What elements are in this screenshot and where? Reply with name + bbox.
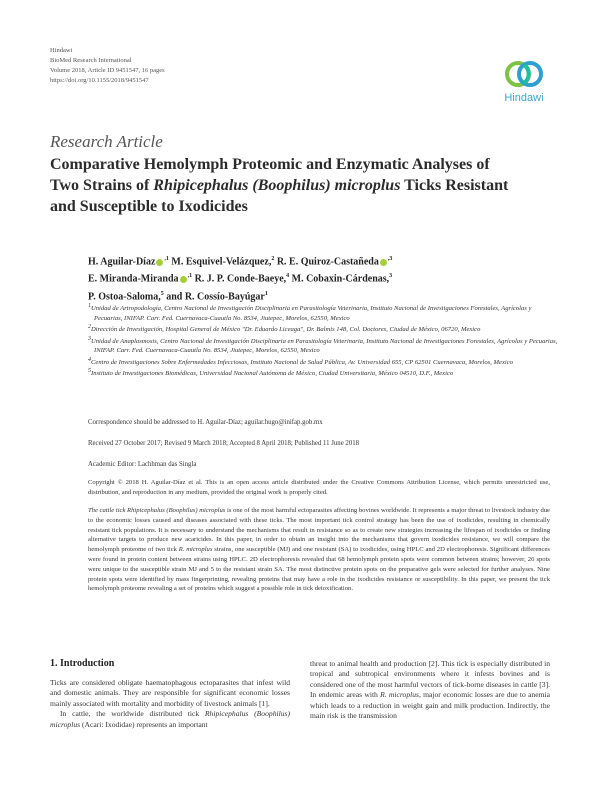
abstract-species: R. microplus bbox=[178, 546, 213, 554]
left-column bbox=[50, 678, 290, 730]
affiliations bbox=[88, 302, 558, 379]
author[interactable]: R. E. Quiroz-Castañeda bbox=[274, 256, 379, 268]
paper-title bbox=[50, 154, 520, 217]
journal-name: BioMed Research International bbox=[50, 57, 132, 64]
affil-text: Instituto de Investigaciones Biomédicas, Universidad Nacional Autónoma de México, Ciudad Universitaria, México 04510, D.F., Mexico bbox=[91, 370, 454, 378]
affiliation-1 bbox=[88, 302, 558, 323]
affil-num: 5 bbox=[88, 368, 91, 375]
intro-paragraph-2 bbox=[50, 709, 290, 730]
journal-meta bbox=[50, 46, 165, 86]
species-name: Rhipicephalus (Boophilus) microplus bbox=[50, 709, 290, 729]
abstract-body-2: strains, one susceptible (MJ) and one resistant (SA) to ixodicides, using HPLC and 2D electrophoresis. Significant differences were found in protein content between strains using HPLC. 2D electrophoresis revealed that 68 hemolymph protein spots were common between strains; however, 26 spots were unique to the susceptible strain MJ and 5 to the resistant strain SA. The most distinctive protein spots on the preparative gels were selected for further analyses. Nine protein spots were identified by mass fingerprinting, revealing proteins that may have a role in the ixodicides resistance or susceptibility. In this paper, we present the tick hemolymph proteome revealing a set of proteins which suggest a possible role in tick detoxification. bbox=[88, 546, 550, 593]
text-span: threat to animal health and production [2]. This tick is especially distributed in tropical and subtropical environments where it infests bovines and is considered one of the most harmful vectors of tick-borne diseases in cattle [3]. In endemic areas with bbox=[310, 659, 550, 700]
affil-sup: ,1 bbox=[187, 273, 193, 280]
author[interactable]: H. Aguilar-Díaz bbox=[88, 256, 156, 268]
author[interactable]: M. Cobaxin-Cárdenas, bbox=[289, 273, 390, 285]
affil-num: 1 bbox=[88, 303, 91, 309]
publisher-name: Hindawi bbox=[50, 47, 73, 54]
copyright-notice: Copyright © 2018 H. Aguilar-Díaz et al. This is an open access article distributed under the Creative Commons Attribution License, which permits unrestricted use, distribution, and reproduction in any medium, provided the original work is properly cited. bbox=[88, 479, 550, 496]
affiliation-2 bbox=[88, 323, 558, 335]
title-part-2: Ticks Resistant and Susceptible to Ixodicides bbox=[50, 177, 509, 215]
affil-sup: 1 bbox=[264, 290, 268, 297]
affil-text: Centro de Investigaciones Sobre Enfermedades Infecciosas, Instituto Nacional de Salud Pública, Av. Universidad 655, CP 62501 Cuernavaca, Morelos, Mexico bbox=[91, 358, 513, 366]
author-line-1 bbox=[88, 252, 528, 269]
dates-line: Received 27 October 2017; Revised 9 March 2018; Accepted 8 April 2018; Published 11 June 2018 bbox=[88, 440, 360, 447]
affil-sup: ,1 bbox=[164, 256, 169, 262]
affil-num: 2 bbox=[88, 324, 91, 330]
abstract-body-1: is one of the most harmful ectoparasites affecting bovines worldwide. It represents a major threat to livestock industry due to the economic losses caused and diseases associated with these ticks. The most important tick control strategy has been the use of ixodicides, resulting in chemically resistant tick populations. It is necessary to understand the mechanisms that result in resistance so as to create new strategies increasing the lifespan of ixodicides or finding alternative targets to produce new acaricides. In this paper, in order to obtain an insight into the mechanisms that govern ixodicides resistance, we will compare the hemolymph proteome of two tick bbox=[88, 507, 550, 554]
academic-editor: Academic Editor: Lachhman das Singla bbox=[88, 461, 197, 468]
abstract-lead: The cattle tick Rhipicephalus (Boophilus) microplus bbox=[88, 507, 226, 514]
affil-sup: 2 bbox=[271, 256, 275, 262]
affil-num: 3 bbox=[88, 335, 91, 342]
affil-text: Unidad de Artropodología, Centro Nacional de Investigación Disciplinaria en Parasitología Veterinaria, Instituto Nacional de Investigaciones Forestales, Agrícolas y Pecuarias, INIFAP. Carr. Fed. Cuernavaca-Cuautla No. 8534, Jiutepec, Morelos, 62550, Mexico bbox=[91, 305, 532, 322]
species-name: R. microplus bbox=[380, 690, 419, 700]
author[interactable]: P. Ostoa-Saloma, bbox=[88, 290, 161, 302]
right-column bbox=[310, 659, 550, 721]
author[interactable]: R. J. P. Conde-Baeye, bbox=[192, 273, 287, 285]
affiliation-3 bbox=[88, 335, 558, 356]
affil-sup: ,3 bbox=[387, 256, 393, 262]
text-span: (Acari: Ixodidae) represents an important bbox=[80, 719, 208, 729]
article-type: Research Article bbox=[50, 132, 163, 151]
affiliation-4 bbox=[88, 356, 558, 368]
affil-sup: 4 bbox=[286, 273, 290, 280]
text-span: In cattle, the worldwide distributed tick bbox=[60, 709, 205, 719]
logo-wordmark: Hindawi bbox=[504, 92, 544, 104]
intro-paragraph-continued bbox=[310, 659, 550, 721]
orcid-icon[interactable] bbox=[180, 276, 187, 283]
intro-paragraph-1: Ticks are considered obligate haematophagous ectoparasites that infest wild and domestic animals. They are responsible for significant economic losses mainly associated with mortality and morbidity of livestock animals [1]. bbox=[50, 678, 290, 708]
author[interactable]: and R. Cossío-Bayúgar bbox=[163, 290, 265, 302]
affil-sup: 3 bbox=[389, 273, 393, 280]
section-heading-introduction: 1. Introduction bbox=[50, 658, 115, 669]
affil-num: 4 bbox=[88, 356, 91, 363]
doi-link[interactable]: https://doi.org/10.1155/2018/9451547 bbox=[50, 77, 149, 84]
title-part-1: Comparative Hemolymph Proteomic and Enzymatic Analyses of Two Strains of bbox=[50, 156, 490, 194]
orcid-icon[interactable] bbox=[380, 259, 387, 266]
text-span: , major economic losses are due to anemia which leads to a reduction in weight gain and milk production. Indirectly, the main risk is the transmission bbox=[310, 690, 550, 721]
abstract bbox=[88, 506, 550, 594]
volume-line: Volume 2018, Article ID 9451547, 16 pages bbox=[50, 67, 165, 74]
affil-text: Dirección de Investigación, Hospital General de México "Dr. Eduardo Liceaga", Dr. Balmis 148, Col. Doctores, Ciudad de México, 06720, Mexico bbox=[91, 326, 481, 334]
title-species: Rhipicephalus (Boophilus) microplus bbox=[153, 177, 401, 194]
orcid-icon[interactable] bbox=[156, 259, 163, 266]
author[interactable]: M. Esquivel-Velázquez, bbox=[168, 256, 272, 268]
author-line-2 bbox=[88, 269, 528, 286]
affil-sup: 5 bbox=[160, 290, 164, 297]
author-list bbox=[88, 252, 528, 304]
correspondence-line[interactable]: Correspondence should be addressed to H. Aguilar-Díaz; aguilar.hugo@inifap.gob.mx bbox=[88, 419, 323, 426]
affiliation-5 bbox=[88, 367, 558, 379]
author[interactable]: E. Miranda-Miranda bbox=[88, 273, 179, 285]
affil-text: Unidad de Anaplasmosis, Centro Nacional de Investigación Disciplinaria en Parasitología Veterinaria, Instituto Nacional de Investigaciones Forestales, Agrícolas y Pecuarias, INIFAP. Carr. Fed. Cuernavaca-Cuautla No. 8534, Jiutepec, Morelos, 62550, Mexico bbox=[91, 337, 558, 355]
